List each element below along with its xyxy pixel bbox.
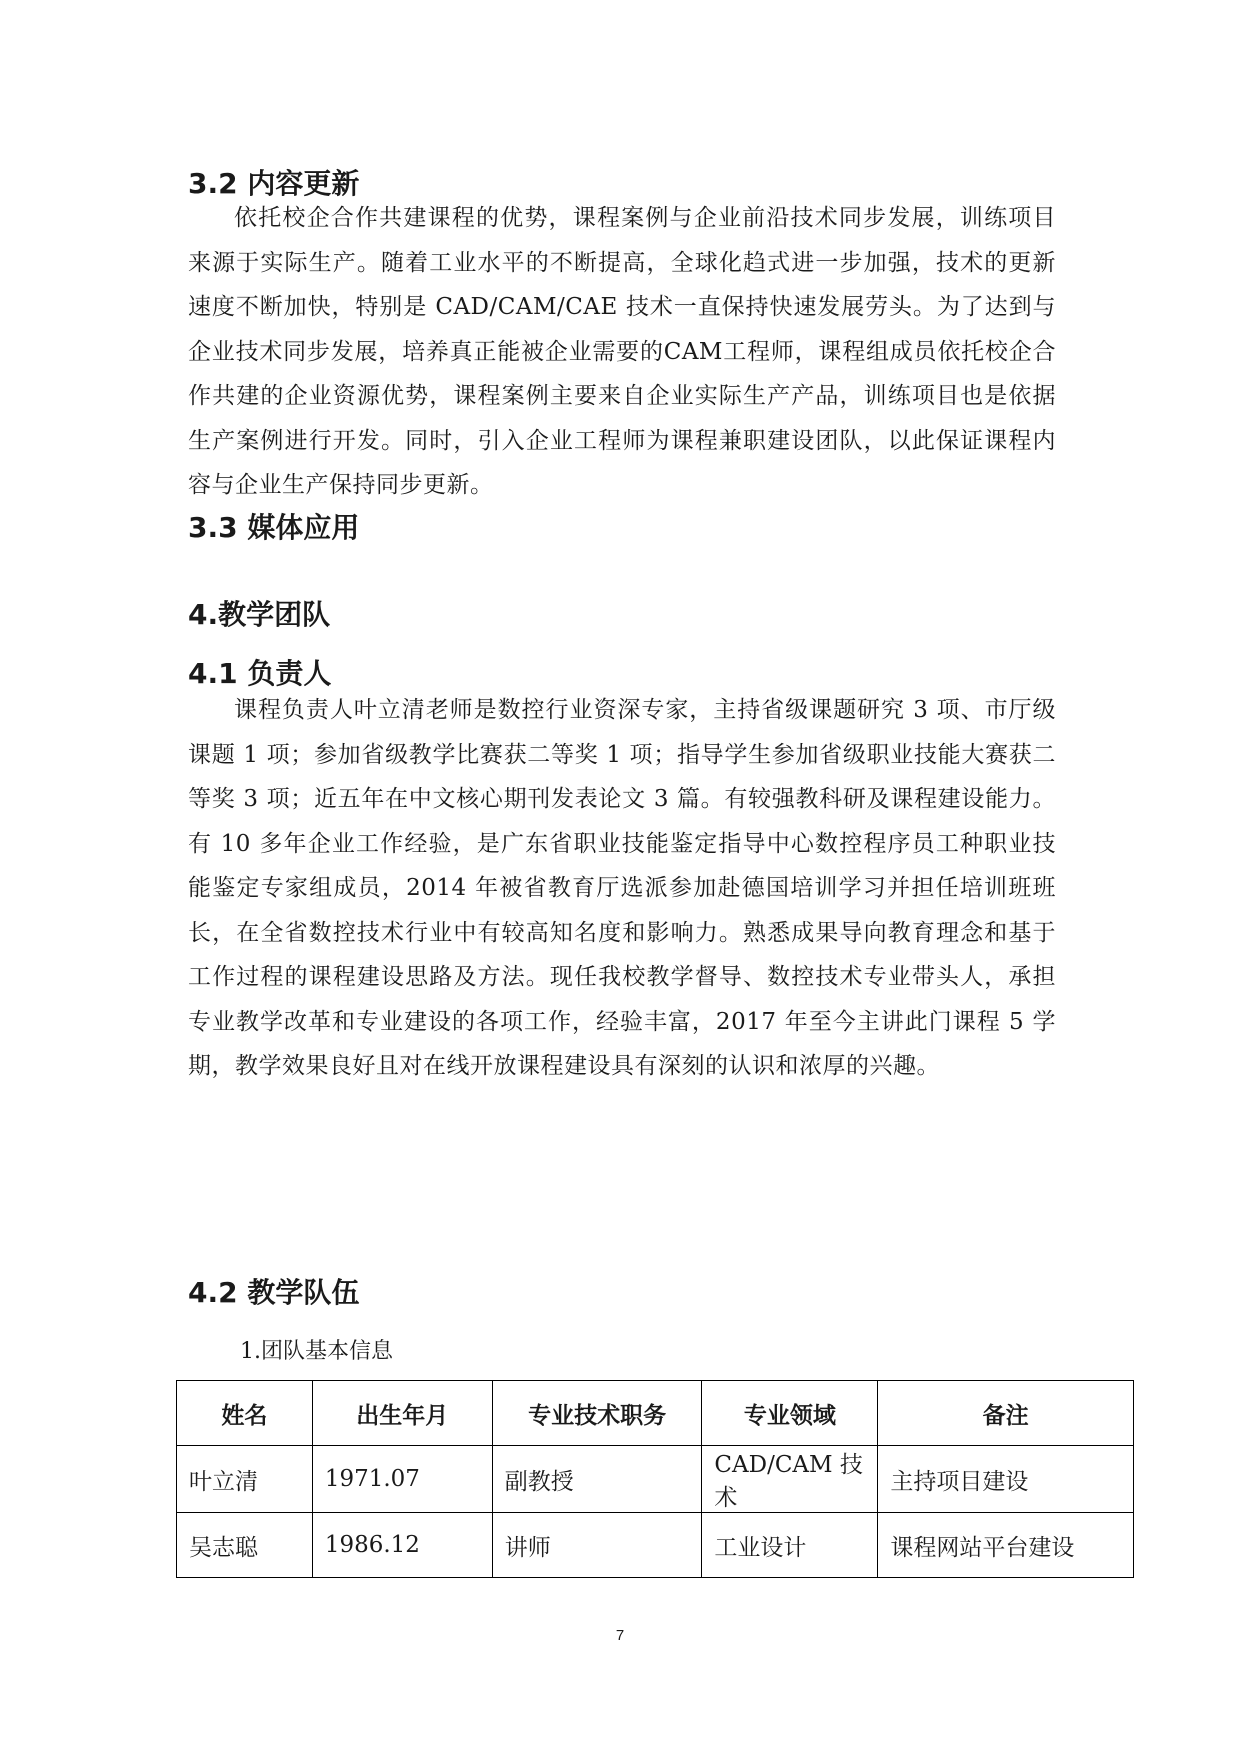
cell-name: 吴志聪 — [177, 1513, 313, 1578]
cell-remarks: 课程网站平台建设 — [878, 1513, 1134, 1578]
cell-field: 工业设计 — [702, 1513, 878, 1578]
header-field: 专业领域 — [702, 1381, 878, 1446]
cell-field: CAD/CAM 技术 — [702, 1446, 878, 1513]
cell-title: 副教授 — [492, 1446, 702, 1513]
table-row — [177, 1446, 1134, 1513]
cell-remarks: 主持项目建设 — [878, 1446, 1134, 1513]
cell-birth-date: 1986.12 — [312, 1513, 492, 1578]
cell-title: 讲师 — [492, 1513, 702, 1578]
team-info-table — [176, 1380, 1134, 1578]
section-4-1-paragraph: 课程负责人叶立清老师是数控行业资深专家，主持省级课题研究 3 项、市厅级课题 1 项；参加省级教学比赛获二等奖 1 项；指导学生参加省级职业技能大赛获二等奖 3 项；近五年在中文核心期刊发表论文 3 篇。有较强教科研及课程建设能力。有 10 多年企业工作经验，是广东省职业技能鉴定指导中心数控程序员工种职业技能鉴定专家组成员，2014 年被省教育厅选派参加赴德国培训学习并担任培训班班长，在全省数控技术行业中有较高知名度和影响力。熟悉成果导向教育理念和基于工作过程的课程建设思路及方法。现任我校教学督导、数控技术专业带头人，承担专业教学改革和专业建设的各项工作，经验丰富，2017 年至今主讲此门课程 5 学期，教学效果良好且对在线开放课程建设具有深刻的认识和浓厚的兴趣。 — [188, 697, 1056, 1079]
table-row — [177, 1513, 1134, 1578]
header-title: 专业技术职务 — [492, 1381, 702, 1446]
page-number: 7 — [615, 1627, 625, 1644]
header-birth-date: 出生年月 — [312, 1381, 492, 1446]
section-heading-4: 4.教学团队 — [188, 598, 331, 631]
header-remarks: 备注 — [878, 1381, 1134, 1446]
section-heading-3-2: 3.2 内容更新 — [188, 167, 360, 200]
cell-name: 叶立清 — [177, 1446, 313, 1513]
section-heading-3-3: 3.3 媒体应用 — [188, 511, 360, 544]
section-heading-4-1: 4.1 负责人 — [188, 657, 332, 690]
section-heading-4-2: 4.2 教学队伍 — [188, 1276, 360, 1309]
header-name: 姓名 — [177, 1381, 313, 1446]
cell-birth-date: 1971.07 — [312, 1446, 492, 1513]
table-caption: 1.团队基本信息 — [240, 1339, 393, 1364]
table-header-row — [177, 1381, 1134, 1446]
section-3-2-paragraph: 依托校企合作共建课程的优势，课程案例与企业前沿技术同步发展，训练项目来源于实际生产。随着工业水平的不断提高，全球化趋式进一步加强，技术的更新速度不断加快，特别是 CAD/CAM/CAE 技术一直保持快速发展劳头。为了达到与企业技术同步发展，培养真正能被企业需要的CAM工程师，课程组成员依托校企合作共建的企业资源优势，课程案例主要来自企业实际生产产品，训练项目也是依据生产案例进行开发。同时，引入企业工程师为课程兼职建设团队，以此保证课程内容与企业生产保持同步更新。 — [188, 205, 1056, 498]
